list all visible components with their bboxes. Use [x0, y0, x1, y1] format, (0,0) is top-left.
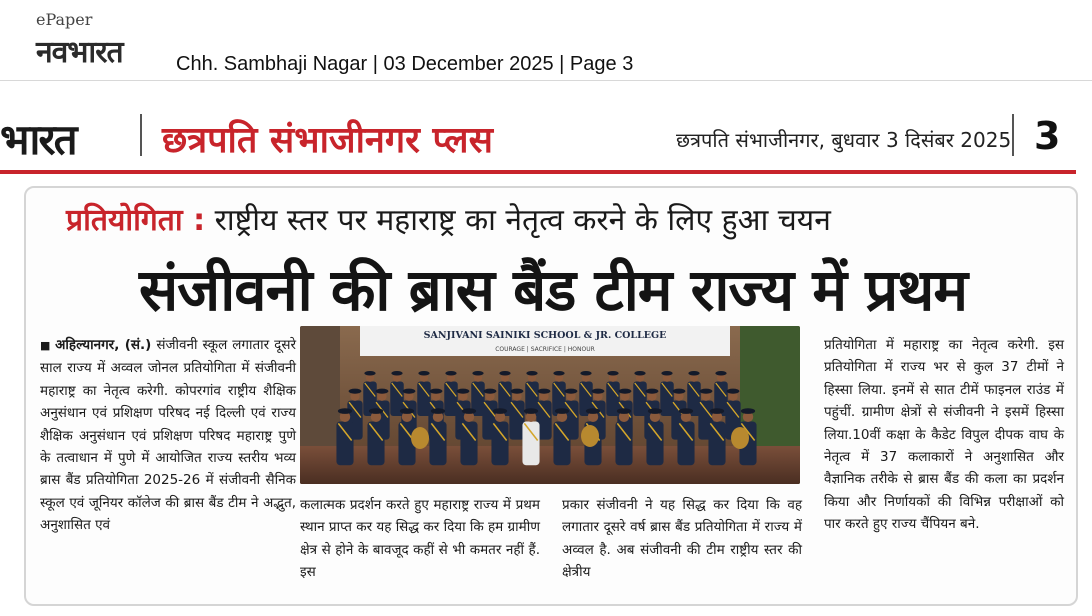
drum-icon	[581, 425, 599, 447]
epaper-header	[0, 0, 1092, 81]
column-1-text: संजीवनी स्कूल लगातार दूसरे साल राज्य में अव्वल जोनल प्रतियोगिता में संजीवनी महाराष्ट्र का नेतृत्व करेगी. कोपरगांव राष्ट्रीय शैक्षिक अनुसंधान एवं प्रशिक्षण परिषद नई दिल्ली एवं राज्य शैक्षिक अनुसंधान एवं प्रशिक्षण परिषद महाराष्ट्र पुणे के तत्वाधान में पुणे में आयोजित राज्य स्तरीय भव्य ब्रास बैंड प्रतियोगिता 2025-26 में संजीवनी सैनिक स्कूल एवं जूनियर कॉलेज की ब्रास बैंड टीम ने अद्भुत, अनुशासित एवं	[40, 337, 296, 534]
news-article[interactable]	[24, 186, 1078, 606]
cadet-cap	[538, 389, 551, 394]
cadet-cap	[499, 371, 510, 376]
cadet-body	[336, 422, 353, 466]
cadet-body	[646, 422, 663, 466]
cadet-body	[708, 422, 725, 466]
article-column-2: कलात्मक प्रदर्शन करते हुए महाराष्ट्र राज्य में प्रथम स्थान प्राप्त कर यह सिद्ध कर दिया कि हम ग्रामीण क्षेत्र से होने के बावजूद कहीं से भी कमतर नहीं हैं. इस	[300, 497, 540, 581]
cadet-body	[429, 422, 446, 466]
cadet-cap	[634, 371, 645, 376]
divider	[140, 114, 142, 156]
cadet-cap	[700, 389, 713, 394]
cadet-cap	[661, 371, 672, 376]
edition-info: Chh. Sambhaji Nagar | 03 December 2025 | Page 3	[176, 53, 634, 75]
cadet-body	[509, 401, 524, 440]
photo-banner-motto: COURAGE | SACRIFICE | HONOUR	[495, 346, 595, 353]
cadet-cap	[431, 408, 445, 414]
cadet-cap	[710, 408, 724, 414]
cadet-cap	[493, 408, 507, 414]
epaper-label: ePaper	[36, 10, 93, 29]
cadet-cap	[673, 389, 686, 394]
drum-icon	[731, 427, 749, 449]
divider	[1012, 114, 1014, 156]
cadet-cap	[472, 371, 483, 376]
cadet-cap	[462, 408, 476, 414]
cadet-body	[677, 422, 694, 466]
cadet-cap	[553, 371, 564, 376]
section-title: छत्रपति संभाजीनगर प्लस	[162, 120, 493, 161]
kicker	[66, 198, 1056, 239]
cadet-cap	[580, 371, 591, 376]
cadet-cap	[484, 389, 497, 394]
cadet-cap	[565, 389, 578, 394]
page-date: छत्रपति संभाजीनगर, बुधवार 3 दिसंबर 2025	[676, 128, 1012, 152]
cadet-cap	[619, 389, 632, 394]
article-column-3: प्रकार संजीवनी ने यह सिद्ध कर दिया कि वह लगातार दूसरे वर्ष ब्रास बैंड प्रतियोगिता में राज्य में अव्वल है. अब संजीवनी की टीम राष्ट्रीय स्तर की क्षेत्रीय	[562, 497, 802, 581]
cadet-cap	[364, 371, 375, 376]
page-number: 3	[1034, 114, 1061, 158]
kicker-label: प्रतियोगिता :	[66, 203, 206, 238]
photo-banner-title: SANJIVANI SAINIKI SCHOOL & JR. COLLEGE	[423, 330, 667, 341]
cadet-cap	[586, 408, 600, 414]
cadet-cap	[555, 408, 569, 414]
cadet-body	[615, 422, 632, 466]
drum-icon	[411, 427, 429, 449]
cadet-body	[491, 422, 508, 466]
cadet-cap	[617, 408, 631, 414]
section-rule	[0, 170, 1076, 174]
article-column-1	[40, 334, 296, 537]
cadet-body	[553, 422, 570, 466]
cadet-cap	[524, 408, 538, 414]
cadet-cap	[511, 389, 524, 394]
team-photo[interactable]	[300, 326, 800, 484]
cadet-cap	[391, 371, 402, 376]
kicker-text: राष्ट्रीय स्तर पर महाराष्ट्र का नेतृत्व करने के लिए हुआ चयन	[214, 203, 831, 238]
cadet-cap	[403, 389, 416, 394]
page-strip-logo: भारत	[0, 115, 76, 164]
cadet-cap	[430, 389, 443, 394]
cadet-cap	[646, 389, 659, 394]
cadet-cap	[445, 371, 456, 376]
cadet-cap	[457, 389, 470, 394]
cadet-cap	[349, 389, 362, 394]
cadet-cap	[727, 389, 740, 394]
headline: संजीवनी की ब्रास बैंड टीम राज्य में प्रथम	[138, 256, 968, 324]
cadet-body	[522, 422, 539, 466]
cadet-cap	[376, 389, 389, 394]
dateline: अहिल्यानगर, (सं.)	[55, 337, 152, 353]
article-column-4: प्रतियोगिता में महाराष्ट्र का नेतृत्व करेगी. इस प्रतियोगिता में राज्य भर से कुल 37 टीमों ने हिस्सा लिया. इनमें से सात टीमें फाइनल राउंड में पहुंचीं. ग्रामीण क्षेत्रों से संजीवनी ने इसमें हिस्सा लिया.10वीं कक्षा के कैडेट विपुल दीपक वाघ के नेतृत्व में 37 कलाकारों ने अनुशासित और वैज्ञानिक तरीके से ब्रास बैंड की कला का प्रदर्शन किया और निर्णायकों की विभिन्न परीक्षाओं को पार करते हुए राज्य चैंपियन बने.	[824, 337, 1064, 533]
cadet-cap	[741, 408, 755, 414]
page-strip	[0, 100, 1092, 172]
cadet-cap	[369, 408, 383, 414]
newspaper-logo[interactable]: नवभारत	[36, 35, 123, 70]
cadet-cap	[400, 408, 414, 414]
cadet-cap	[592, 389, 605, 394]
cadet-cap	[688, 371, 699, 376]
cadet-cap	[526, 371, 537, 376]
cadet-cap	[679, 408, 693, 414]
cadet-cap	[648, 408, 662, 414]
cadet-body	[460, 422, 477, 466]
cadet-cap	[338, 408, 352, 414]
cadet-cap	[715, 371, 726, 376]
cadet-cap	[607, 371, 618, 376]
cadet-cap	[418, 371, 429, 376]
square-bullet-icon: ■	[40, 339, 52, 352]
cadet-body	[367, 422, 384, 466]
